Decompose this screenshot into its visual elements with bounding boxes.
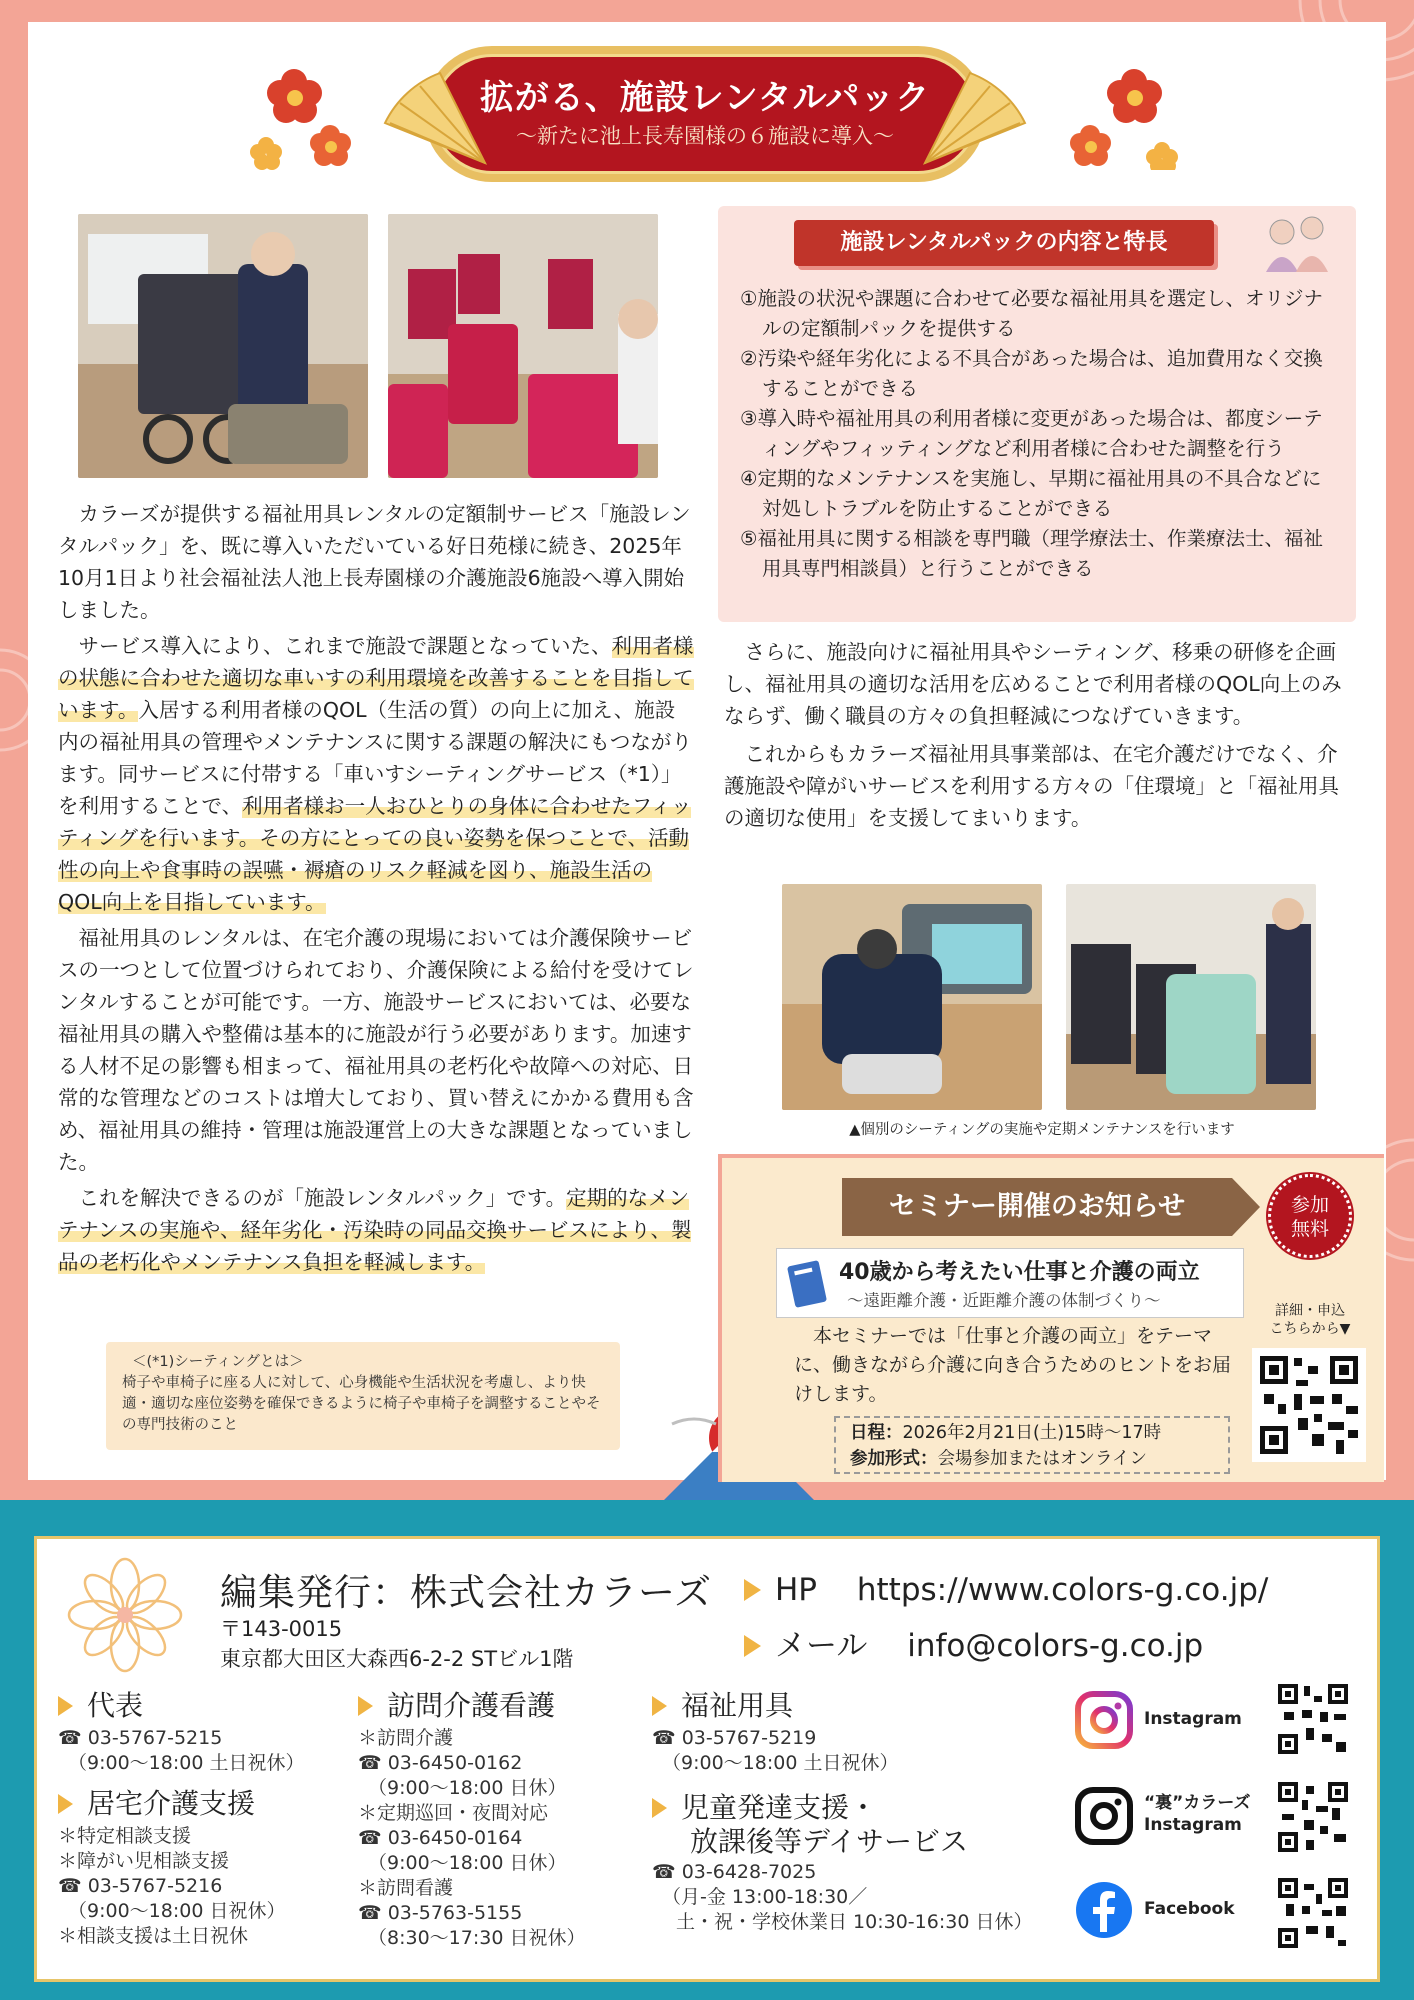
- instagram-label[interactable]: Instagram: [1144, 1709, 1242, 1729]
- plum-flower-right-icon: [1054, 50, 1184, 170]
- hp-link-row: HP https://www.colors-g.co.jp/: [744, 1572, 1268, 1608]
- features-list: [740, 284, 1340, 584]
- highlight-text: 利用者様お一人おひとりの身体に合わせたフィッティングを行います。その方にとっての良い姿勢を保つことで、活動性の向上や食事時の誤嚥・褥瘡のリスク軽減を図り、施設生活のQOL向上を目指しています。: [58, 794, 692, 914]
- main-article: [58, 498, 694, 1282]
- tel-houmon-kaigo[interactable]: ☎ 03-6450-0162: [358, 1752, 523, 1774]
- photo-maintenance: [1066, 884, 1316, 1110]
- triangle-bullet-icon: [744, 1635, 761, 1657]
- feature-item: ①施設の状況や課題に合わせて必要な福祉用具を選定し、オリジナルの定額制パックを提供する: [740, 287, 1323, 340]
- paragraph-purpose: サービス導入により、これまで施設で課題となっていた、利用者様の状態に合わせた適切な車いすの利用環境を改善することを目指しています。入居する利用者様のQOL（生活の質）の向上に加え、施設内の福祉用具の管理やメンテナンスに関する課題の解決にもつながります。同サービスに付帯する「車いすシーティングサービス（*1）」を利用することで、利用者様お一人おひとりの身体に合わせたフィッティングを行います。その方にとっての良い姿勢を保つことで、活動性の向上や食事時の誤嚥・褥瘡のリスク軽減を図り、施設生活のQOL向上を目指しています。: [58, 634, 694, 914]
- triangle-bullet-icon: [652, 1798, 667, 1818]
- instagram-ura-qr-code[interactable]: [1276, 1780, 1350, 1854]
- tel-daihyo[interactable]: ☎ 03-5767-5215: [58, 1727, 223, 1749]
- instagram-ura-label[interactable]: “裏”カラーズ Instagram: [1144, 1793, 1251, 1835]
- feature-item: ⑤福祉用具に関する相談を専門職（理学療法士、作業療法士、福祉用具専門相談員）と行うことができる: [740, 527, 1323, 580]
- note-body: 椅子や車椅子に座る人に対して、心身機能や生活状況を考慮し、より快適・適切な座位姿勢を確保できるように椅子や車椅子を調整することやその専門技術のこと: [122, 1375, 601, 1433]
- free-badge: 参加 無料: [1268, 1174, 1352, 1258]
- facebook-label[interactable]: Facebook: [1144, 1899, 1235, 1919]
- seminar-title: セミナー開催のお知らせ: [842, 1178, 1232, 1236]
- seating-note: [106, 1342, 620, 1450]
- company-logo-icon: [60, 1550, 190, 1680]
- section-kyotaku: 居宅介護支援 ＊特定相談支援 ＊障がい児相談支援 ☎ 03-5767-5216 （9:00～18:00 日祝休） ＊相談支援は土日祝休: [58, 1787, 286, 1947]
- seminar-title-arrow: [1232, 1178, 1260, 1236]
- seminar-description: 本セミナーでは「仕事と介護の両立」をテーマに、働きながら介護に向き合うためのヒントをお届けします。: [794, 1325, 1232, 1405]
- feature-item: ②汚染や経年劣化による不具合があった場合は、追加費用なく交換することができる: [740, 347, 1323, 400]
- instagram-qr-code[interactable]: [1276, 1682, 1350, 1756]
- triangle-bullet-icon: [652, 1696, 667, 1716]
- triangle-bullet-icon: [744, 1579, 761, 1601]
- paragraph-training: さらに、施設向けに福祉用具やシーティング、移乗の研修を企画し、福祉用具の適切な活用を広めることで利用者様のQOL向上のみならず、働く職員の方々の負担軽減につなげていきます。: [724, 640, 1342, 728]
- photo-caption: ▲個別のシーティングの実施や定期メンテナンスを行います: [849, 1122, 1235, 1138]
- tel-jido[interactable]: ☎ 03-6428-7025: [652, 1861, 817, 1883]
- highlight-text: 利用者様の状態に合わせた適切な車いすの利用環境を改善することを目指しています。: [58, 634, 694, 722]
- seminar-schedule: 日程：2026年2月21日(土)15時～17時 参加形式：会場参加またはオンライン: [834, 1416, 1230, 1474]
- publisher-address: 〒143-0015 東京都大田区大森西6-2-2 STビル1階: [220, 1617, 574, 1671]
- notebook-icon: [787, 1259, 829, 1309]
- feature-item: ③導入時や福祉用具の利用者様に変更があった場合は、都度シーティングやフィッティングなど利用者様に合わせた調整を行う: [740, 407, 1323, 460]
- tel-kyotaku[interactable]: ☎ 03-5767-5216: [58, 1875, 223, 1897]
- tel-teiki-junkai[interactable]: ☎ 03-6450-0164: [358, 1827, 523, 1849]
- tel-houmon-kango[interactable]: ☎ 03-5763-5155: [358, 1902, 523, 1924]
- seminar-format: 会場参加またはオンライン: [937, 1449, 1147, 1469]
- section-jido: 児童発達支援・ 放課後等デイサービス ☎ 03-6428-7025 （月-金 13:00-18:30／ 土・祝・学校休業日 10:30-16:30 日休）: [652, 1791, 1033, 1933]
- right-article: [724, 636, 1354, 840]
- section-houmon: 訪問介護看護 ＊訪問介護 ☎ 03-6450-0162 （9:00～18:00 日休） ＊定期巡回・夜間対応 ☎ 03-6450-0164 （9:00～18:00 日休） ＊訪問看護 ☎ 03-5763-5155 （8:30～17:30 日祝休）: [358, 1689, 586, 1949]
- facebook-icon[interactable]: [1074, 1880, 1134, 1940]
- seminar-subheadline: ～遠距離介護・近距離介護の体制づくり～: [847, 1291, 1161, 1310]
- facebook-qr-code[interactable]: [1276, 1876, 1350, 1950]
- paragraph-intro: カラーズが提供する福祉用具レンタルの定額制サービス「施設レンタルパック」を、既に導入いただいている好日苑様に続き、2025年10月1日より社会福祉法人池上長寿園様の介護施設6施設へ導入開始しました。: [58, 502, 691, 622]
- highlight-text: 定期的なメンテナンスの実施や、経年劣化・汚染時の同品交換サービスにより、製品の老朽化やメンテナンス負担を軽減します。: [58, 1186, 692, 1274]
- feature-item: ④定期的なメンテナンスを実施し、早期に福祉用具の不具合などに対処しトラブルを防止することができる: [740, 467, 1322, 520]
- section-fukushi: 福祉用具 ☎ 03-5767-5219 （9:00～18:00 土日祝休）: [652, 1689, 899, 1774]
- publisher-name: 編集発行：株式会社カラーズ: [220, 1571, 713, 1614]
- paragraph-background: 福祉用具のレンタルは、在宅介護の現場においては介護保険サービスの一つとして位置づけられており、介護保険による給付を受けてレンタルすることが可能です。一方、施設サービスにおいては、必要な福祉用具の購入や整備は基本的に施設が行う必要があります。加速する人材不足の影響も相まって、福祉用具の老朽化や故障への対応、日常的な管理などのコストは増大しており、買い替えにかかる費用も含め、福祉用具の維持・管理は施設運営上の大きな課題となっていました。: [58, 926, 694, 1174]
- caregiver-illustration-icon: [1256, 212, 1336, 282]
- paragraph-solution: これを解決できるのが「施設レンタルパック」です。定期的なメンテナンスの実施や、経年劣化・汚染時の同品交換サービスにより、製品の老朽化やメンテナンス負担を軽減します。: [58, 1186, 692, 1274]
- paragraph-future: これからもカラーズ福祉用具事業部は、在宅介護だけでなく、介護施設や障がいサービスを利用する方々の「住環境」と「福祉用具の適切な使用」を支援してまいります。: [724, 742, 1339, 830]
- triangle-bullet-icon: [358, 1696, 373, 1716]
- note-title: ＜(*1)シーティングとは＞: [132, 1354, 304, 1370]
- page-subtitle: ～新たに池上長寿園様の６施設に導入～: [516, 124, 894, 148]
- hp-url-link[interactable]: https://www.colors-g.co.jp/: [856, 1572, 1269, 1608]
- seminar-date: 2026年2月21日(土)15時～17時: [902, 1423, 1162, 1443]
- photo-fitting-wheelchair: [78, 214, 368, 478]
- seminar-headline: 40歳から考えたい仕事と介護の両立: [839, 1260, 1200, 1285]
- title-banner: [380, 46, 1030, 182]
- features-box: [718, 206, 1356, 622]
- photo-individual-seating: [782, 884, 1042, 1110]
- features-title: 施設レンタルパックの内容と特長: [794, 220, 1214, 266]
- seminar-qr-code[interactable]: [1252, 1348, 1366, 1462]
- instagram-icon[interactable]: [1074, 1690, 1134, 1750]
- photo-wheelchairs-room: [388, 214, 658, 478]
- instagram-ura-icon[interactable]: [1074, 1786, 1134, 1846]
- triangle-bullet-icon: [58, 1794, 73, 1814]
- section-daihyo: 代表 ☎ 03-5767-5215 （9:00～18:00 土日祝休）: [58, 1689, 305, 1774]
- tel-fukushi[interactable]: ☎ 03-5767-5219: [652, 1727, 817, 1749]
- mail-link-row: メール info@colors-g.co.jp: [744, 1620, 1203, 1665]
- page-title: 拡がる、施設レンタルパック: [479, 78, 931, 118]
- mail-link[interactable]: info@colors-g.co.jp: [907, 1628, 1204, 1664]
- triangle-bullet-icon: [58, 1696, 73, 1716]
- plum-flower-left-icon: [244, 50, 374, 170]
- seminar-headline-box: [776, 1248, 1244, 1318]
- qr-note: 詳細・申込 こちらから▼: [1269, 1303, 1351, 1337]
